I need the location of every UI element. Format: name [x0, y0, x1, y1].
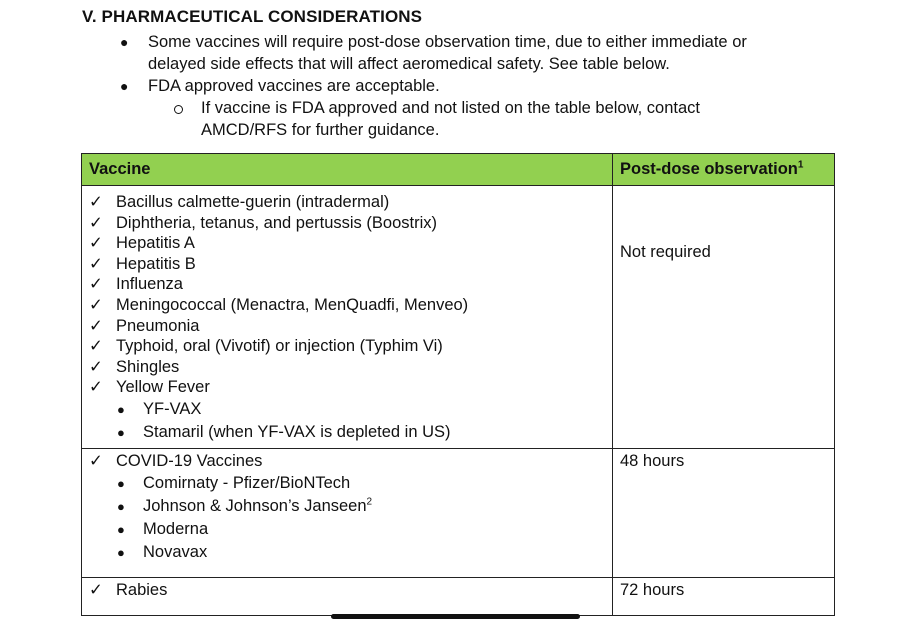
checkmark-icon: ✓ [89, 234, 103, 253]
list-item [89, 357, 612, 378]
sub-list-item [89, 421, 612, 444]
sub-list-item [89, 518, 612, 541]
checkmark-icon: ✓ [89, 357, 103, 376]
bullet-dot-icon: ● [117, 401, 125, 417]
bullet-dot-icon: ● [117, 475, 125, 491]
sub-list-item-label: Stamaril (when YF-VAX is depleted in US) [143, 422, 451, 441]
table-row [82, 448, 835, 577]
checkmark-icon: ✓ [89, 275, 103, 294]
list-item-label: Meningococcal (Menactra, MenQuadfi, Menveo) [116, 295, 469, 314]
checkmark-icon: ✓ [89, 193, 103, 211]
bullet-dot-icon: ● [117, 498, 125, 514]
header-observation: Post-dose observation$^1$ [613, 154, 835, 186]
checkmark-icon: ✓ [89, 451, 103, 470]
list-item [89, 451, 612, 472]
table-row [82, 186, 835, 449]
list-item-label: Hepatitis B [116, 254, 196, 273]
checkmark-icon: ✓ [89, 295, 103, 314]
bullet-dot-icon: ● [117, 521, 125, 537]
list-item [89, 295, 612, 316]
list-item [89, 377, 612, 398]
vaccine-list [82, 449, 612, 568]
sub-bullet-line2: AMCD/RFS for further guidance. [201, 121, 440, 139]
list-item [89, 580, 612, 601]
sub-list-item [89, 472, 612, 495]
vaccine-cell [82, 448, 613, 577]
sub-list-item-label: Moderna [143, 519, 209, 538]
list-item [89, 316, 612, 337]
bullet-text-line2: delayed side effects that will affect aeromedical safety. See table below. [148, 55, 670, 73]
table-header-row [82, 154, 835, 186]
vaccine-cell [82, 186, 613, 449]
observation-value: 72 hours [620, 580, 685, 599]
list-item-label: Pneumonia [116, 316, 200, 335]
list-item-label: COVID-19 Vaccines [116, 451, 263, 470]
checkmark-icon: ✓ [89, 254, 103, 273]
sub-list-item-label: YF-VAX [143, 399, 202, 418]
bullet-dot-icon: ● [120, 34, 129, 50]
hollow-circle-icon [174, 105, 183, 114]
observation-value: Not required [620, 242, 711, 261]
list-item-label: Diphtheria, tetanus, and pertussis (Boostrix) [116, 213, 437, 232]
list-item-label: Typhoid, oral (Vivotif) or injection (Typhim Vi) [116, 337, 443, 356]
checkmark-icon: ✓ [89, 213, 103, 232]
bullet-text-line1: Some vaccines will require post-dose observation time, due to either immediate or [148, 33, 747, 51]
sub-list-item-label: Comirnaty - Pfizer/BioNTech [143, 473, 351, 492]
list-item [89, 233, 612, 254]
list-item-label: Shingles [116, 357, 180, 376]
list-item-label: Influenza [116, 275, 183, 294]
sub-list-item [89, 495, 612, 518]
vaccine-cell [82, 577, 613, 615]
sub-bullet-line1: If vaccine is FDA approved and not listed on the table below, contact [201, 99, 700, 117]
vaccine-table [81, 153, 835, 616]
bullet-dot-icon: ● [117, 424, 125, 440]
sub-list-item [89, 541, 612, 564]
observation-value: 48 hours [620, 451, 685, 470]
sub-list-item-label: Johnson & Johnson’s Janseen [143, 496, 367, 515]
vaccine-list [82, 578, 612, 605]
list-item-label: Bacillus calmette-guerin (intradermal) [116, 193, 390, 211]
list-item-label: Hepatitis A [116, 234, 195, 253]
footnote-1: 1 [797, 159, 804, 171]
observation-cell [613, 186, 835, 449]
list-item [89, 254, 612, 275]
list-item [89, 213, 612, 234]
observation-cell [613, 577, 835, 615]
list-item [89, 274, 612, 295]
list-item [89, 336, 612, 357]
list-item-label: Rabies [116, 580, 168, 599]
observation-cell [613, 448, 835, 577]
sub-list-item-label: Novavax [143, 542, 208, 561]
list-item-label: Yellow Fever [116, 378, 210, 397]
checkmark-icon: ✓ [89, 316, 103, 335]
footnote-2: 2 [366, 496, 373, 508]
section-heading: V. PHARMACEUTICAL CONSIDERATIONS [82, 7, 423, 26]
bullet-dot-icon: ● [117, 544, 125, 560]
bullet-text-line1: FDA approved vaccines are acceptable. [148, 77, 440, 95]
checkmark-icon: ✓ [89, 337, 103, 356]
checkmark-icon: ✓ [89, 580, 103, 599]
header-vaccine: Vaccine [82, 154, 613, 186]
home-indicator-bar[interactable] [331, 614, 580, 619]
checkmark-icon: ✓ [89, 378, 103, 397]
vaccine-list [82, 186, 612, 448]
sub-list-item [89, 398, 612, 421]
list-item [89, 192, 612, 213]
table-row [82, 577, 835, 615]
bullet-dot-icon: ● [120, 78, 129, 94]
